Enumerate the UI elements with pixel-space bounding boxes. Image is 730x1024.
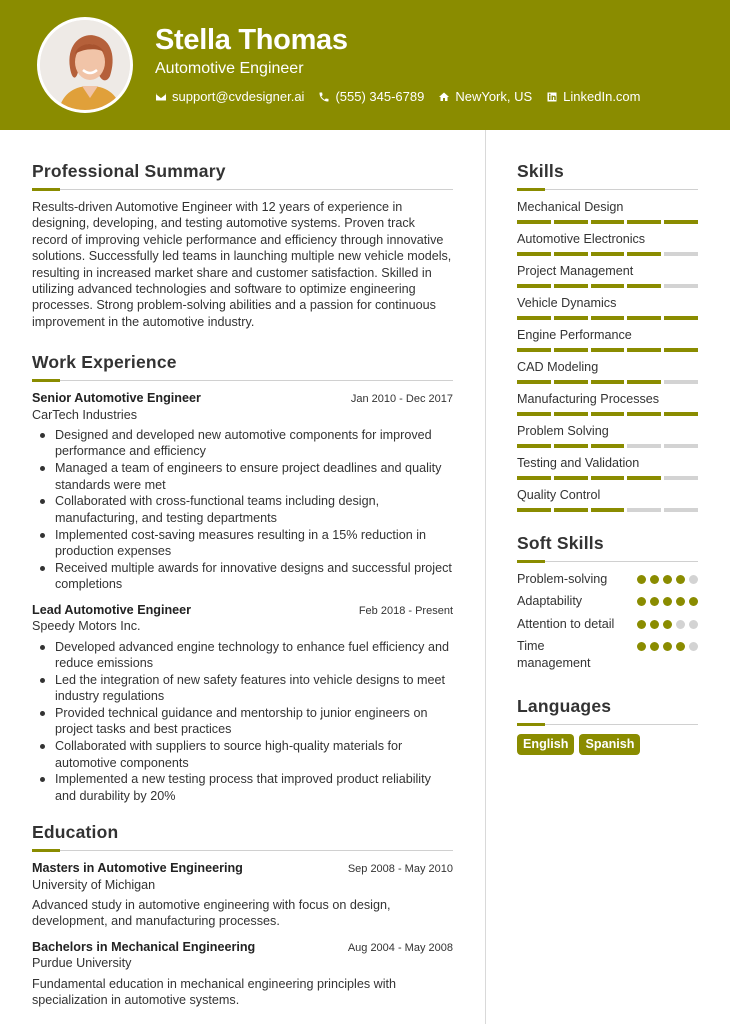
job-list	[32, 390, 453, 804]
profile-photo-illustration	[40, 20, 133, 113]
contact-location	[438, 89, 532, 104]
job-header-row	[32, 390, 453, 406]
soft-skill-rating	[637, 575, 698, 584]
skill-level-segment	[591, 444, 625, 448]
skill-level-segment	[517, 220, 551, 224]
job-bullet: Received multiple awards for innovative designs and successful project completions	[55, 560, 452, 592]
skill-level-segment	[517, 284, 551, 288]
contact-email-text: support@cvdesigner.ai	[172, 89, 305, 104]
skill-level-segment	[517, 380, 551, 384]
rating-dot	[676, 597, 685, 606]
skill-level-bar	[517, 252, 698, 256]
rating-dot	[663, 642, 672, 651]
skill-level-segment	[627, 284, 661, 288]
rating-dot	[689, 620, 698, 629]
job-bullet: Managed a team of engineers to ensure project deadlines and quality standards were met	[55, 460, 453, 493]
skill-item	[517, 359, 698, 384]
education-header-row	[32, 939, 453, 955]
job-title: Senior Automotive Engineer	[32, 391, 201, 406]
skill-level-segment	[517, 412, 551, 416]
rating-dot	[637, 620, 646, 629]
skill-item	[517, 391, 698, 416]
section-rule	[517, 188, 698, 190]
language-list	[517, 734, 698, 755]
job-bullet: Designed and developed new automotive components for improved performance and efficiency	[55, 427, 453, 460]
skill-level-segment	[664, 412, 698, 416]
education-date: Aug 2004 - May 2008	[347, 941, 453, 954]
profile-photo	[37, 17, 133, 113]
skill-name: Vehicle Dynamics	[517, 296, 617, 310]
skill-level-segment	[591, 380, 625, 384]
skill-level-segment	[664, 316, 698, 320]
skill-level-segment	[554, 444, 588, 448]
rating-dot	[663, 575, 672, 584]
job-entry	[32, 602, 453, 804]
soft-skills-list	[517, 571, 698, 671]
education-description: Advanced study in automotive engineering with focus on design, development, and manufacturing processes.	[32, 897, 391, 929]
skill-level-segment	[517, 316, 551, 320]
skill-item	[517, 487, 698, 512]
skill-level-segment	[554, 316, 588, 320]
skill-level-segment	[517, 444, 551, 448]
skill-level-segment	[591, 348, 625, 352]
job-bullet: Developed advanced engine technology to enhance fuel efficiency and reduce emissions	[55, 639, 453, 672]
rating-dot	[637, 575, 646, 584]
rating-dot	[663, 597, 672, 606]
contact-linkedin[interactable]	[546, 89, 640, 104]
skill-level-segment	[517, 476, 551, 480]
language-badge: English	[517, 734, 574, 755]
skill-level-segment	[517, 508, 551, 512]
skill-level-segment	[627, 252, 661, 256]
phone-icon	[318, 91, 330, 103]
languages-title: Languages	[517, 696, 612, 717]
skill-level-segment	[627, 380, 661, 384]
summary-title: Professional Summary	[32, 161, 226, 181]
rating-dot	[676, 620, 685, 629]
skill-level-segment	[664, 380, 698, 384]
skill-item	[517, 199, 698, 224]
rating-dot	[637, 642, 646, 651]
skill-level-segment	[517, 252, 551, 256]
soft-skill-item	[517, 593, 698, 609]
contact-bar	[155, 89, 641, 104]
skill-level-segment	[627, 476, 661, 480]
skill-level-segment	[591, 316, 625, 320]
soft-skill-rating	[637, 620, 698, 629]
job-bullet: Provided technical guidance and mentorship to junior engineers on project tasks and best practices	[55, 705, 453, 738]
skill-item	[517, 231, 698, 256]
section-rule	[517, 723, 698, 725]
skill-level-segment	[664, 444, 698, 448]
section-rule	[32, 188, 453, 190]
skill-level-segment	[664, 284, 698, 288]
skill-name: Testing and Validation	[517, 456, 640, 470]
soft-skill-name: Problem-solving	[517, 572, 608, 586]
home-icon	[438, 91, 450, 103]
education-list	[32, 860, 453, 1008]
rating-dot	[676, 642, 685, 651]
job-title: Lead Automotive Engineer	[32, 602, 192, 617]
contact-phone[interactable]	[318, 89, 424, 104]
skills-list	[517, 199, 698, 512]
experience-title: Work Experience	[32, 352, 177, 373]
soft-skill-rating	[637, 597, 698, 606]
skill-level-segment	[591, 284, 625, 288]
rating-dot	[663, 620, 672, 629]
soft-skills-section	[517, 532, 698, 671]
soft-skill-item	[517, 571, 698, 587]
column-divider	[485, 130, 486, 1024]
rating-dot	[650, 597, 659, 606]
section-rule	[32, 849, 453, 851]
education-description: Fundamental education in mechanical engineering principles with specialization in automotive systems.	[32, 976, 397, 1007]
education-degree: Masters in Automotive Engineering	[32, 861, 243, 876]
skills-title: Skills	[517, 161, 564, 181]
skill-level-segment	[591, 220, 625, 224]
skill-level-segment	[554, 220, 588, 224]
linkedin-icon	[546, 91, 558, 103]
skill-level-segment	[664, 220, 698, 224]
job-bullets	[32, 639, 453, 805]
skill-name: Mechanical Design	[517, 200, 624, 214]
skill-item	[517, 423, 698, 448]
section-rule	[517, 560, 698, 562]
skill-level-segment	[554, 284, 588, 288]
skill-level-bar	[517, 412, 698, 416]
skill-level-segment	[627, 444, 661, 448]
skill-level-bar	[517, 508, 698, 512]
skill-name: Engine Performance	[517, 328, 632, 342]
skill-level-bar	[517, 348, 698, 352]
job-company: CarTech Industries	[32, 407, 137, 422]
skill-level-segment	[664, 476, 698, 480]
job-bullet: Led the integration of new safety features into vehicle designs to meet industry regulations	[55, 672, 453, 705]
skill-level-segment	[554, 476, 588, 480]
skill-level-segment	[554, 508, 588, 512]
skill-level-segment	[554, 348, 588, 352]
education-title: Education	[32, 822, 119, 843]
skill-name: Automotive Electronics	[517, 232, 646, 246]
contact-email[interactable]	[155, 89, 304, 104]
job-bullet: Collaborated with suppliers to source high-quality materials for automotive components	[55, 738, 453, 771]
skill-level-segment	[591, 508, 625, 512]
skill-level-segment	[554, 380, 588, 384]
soft-skill-name: Time management	[517, 639, 591, 670]
skill-item	[517, 455, 698, 480]
soft-skills-title: Soft Skills	[517, 533, 604, 553]
rating-dot	[689, 597, 698, 606]
skill-level-segment	[517, 348, 551, 352]
skill-level-segment	[591, 412, 625, 416]
candidate-role: Automotive Engineer	[155, 60, 304, 77]
skill-level-segment	[664, 348, 698, 352]
education-entry	[32, 860, 453, 930]
rating-dot	[650, 642, 659, 651]
contact-location-text: NewYork, US	[455, 89, 533, 104]
rating-dot	[676, 575, 685, 584]
language-badge: Spanish	[579, 734, 640, 755]
rating-dot	[689, 575, 698, 584]
rating-dot	[637, 597, 646, 606]
skill-level-segment	[627, 412, 661, 416]
job-entry	[32, 390, 453, 592]
soft-skill-rating	[637, 642, 698, 651]
skill-level-bar	[517, 284, 698, 288]
envelope-icon	[155, 91, 167, 103]
rating-dot	[650, 620, 659, 629]
sidebar-column	[517, 160, 698, 755]
skill-level-segment	[591, 476, 625, 480]
skill-level-segment	[664, 508, 698, 512]
section-rule	[32, 379, 453, 381]
main-column	[32, 160, 453, 1008]
skill-name: Problem Solving	[517, 424, 609, 438]
soft-skill-name: Adaptability	[517, 594, 583, 609]
skill-level-segment	[627, 348, 661, 352]
soft-skill-item	[517, 616, 698, 632]
soft-skill-name: Attention to detail	[517, 616, 615, 631]
skill-item	[517, 327, 698, 352]
education-school: University of Michigan	[32, 877, 156, 892]
skill-name: CAD Modeling	[517, 360, 599, 374]
skill-level-bar	[517, 476, 698, 480]
summary-text: Results-driven Automotive Engineer with 12 years of experience in designing, developing, and testing automotive systems. Proven track record of improving vehicle performance and efficiency through innovative solutions. Successfully led teams in launching multiple new vehicle models, resulting in increased market share and customer satisfaction. Skilled in utilizing advanced technologies and software to optimize engineering processes. Strong problem-solving abilities and a passion for continuous improvement in the automotive industry.	[32, 200, 452, 329]
skills-section	[517, 160, 698, 512]
skill-item	[517, 295, 698, 320]
education-entry	[32, 939, 453, 1009]
skill-level-bar	[517, 444, 698, 448]
skill-level-segment	[554, 412, 588, 416]
skill-level-segment	[664, 252, 698, 256]
job-company: Speedy Motors Inc.	[32, 619, 141, 634]
skill-level-bar	[517, 220, 698, 224]
skill-level-bar	[517, 316, 698, 320]
education-header-row	[32, 860, 453, 876]
skill-level-segment	[627, 316, 661, 320]
skill-name: Quality Control	[517, 488, 601, 502]
job-bullets	[32, 427, 453, 593]
education-date: Sep 2008 - May 2010	[347, 863, 453, 876]
job-bullet: Implemented a new testing process that improved product reliability and durability by 20%	[55, 771, 453, 804]
education-degree: Bachelors in Mechanical Engineering	[32, 939, 256, 954]
rating-dot	[650, 575, 659, 584]
education-school: Purdue University	[32, 956, 132, 971]
experience-section	[32, 351, 453, 804]
contact-linkedin-text: LinkedIn.com	[563, 89, 641, 104]
soft-skill-item	[517, 638, 698, 671]
skill-name: Project Management	[517, 264, 634, 278]
skill-name: Manufacturing Processes	[517, 392, 660, 406]
skill-level-segment	[554, 252, 588, 256]
job-bullet: Implemented cost-saving measures resulting in a 15% reduction in production expenses	[55, 527, 453, 560]
job-bullet: Collaborated with cross-functional teams including design, manufacturing, and testing departments	[55, 493, 453, 526]
skill-level-bar	[517, 380, 698, 384]
rating-dot	[689, 642, 698, 651]
contact-phone-text: (555) 345-6789	[335, 89, 425, 104]
summary-section	[32, 160, 453, 330]
resume-header	[0, 0, 730, 130]
skill-level-segment	[591, 252, 625, 256]
skill-item	[517, 263, 698, 288]
education-section	[32, 821, 453, 1008]
languages-section	[517, 695, 698, 755]
job-date: Feb 2018 - Present	[358, 604, 453, 617]
job-header-row	[32, 602, 453, 618]
candidate-name: Stella Thomas	[155, 24, 348, 56]
skill-level-segment	[627, 220, 661, 224]
skill-level-segment	[627, 508, 661, 512]
job-date: Jan 2010 - Dec 2017	[350, 393, 453, 406]
